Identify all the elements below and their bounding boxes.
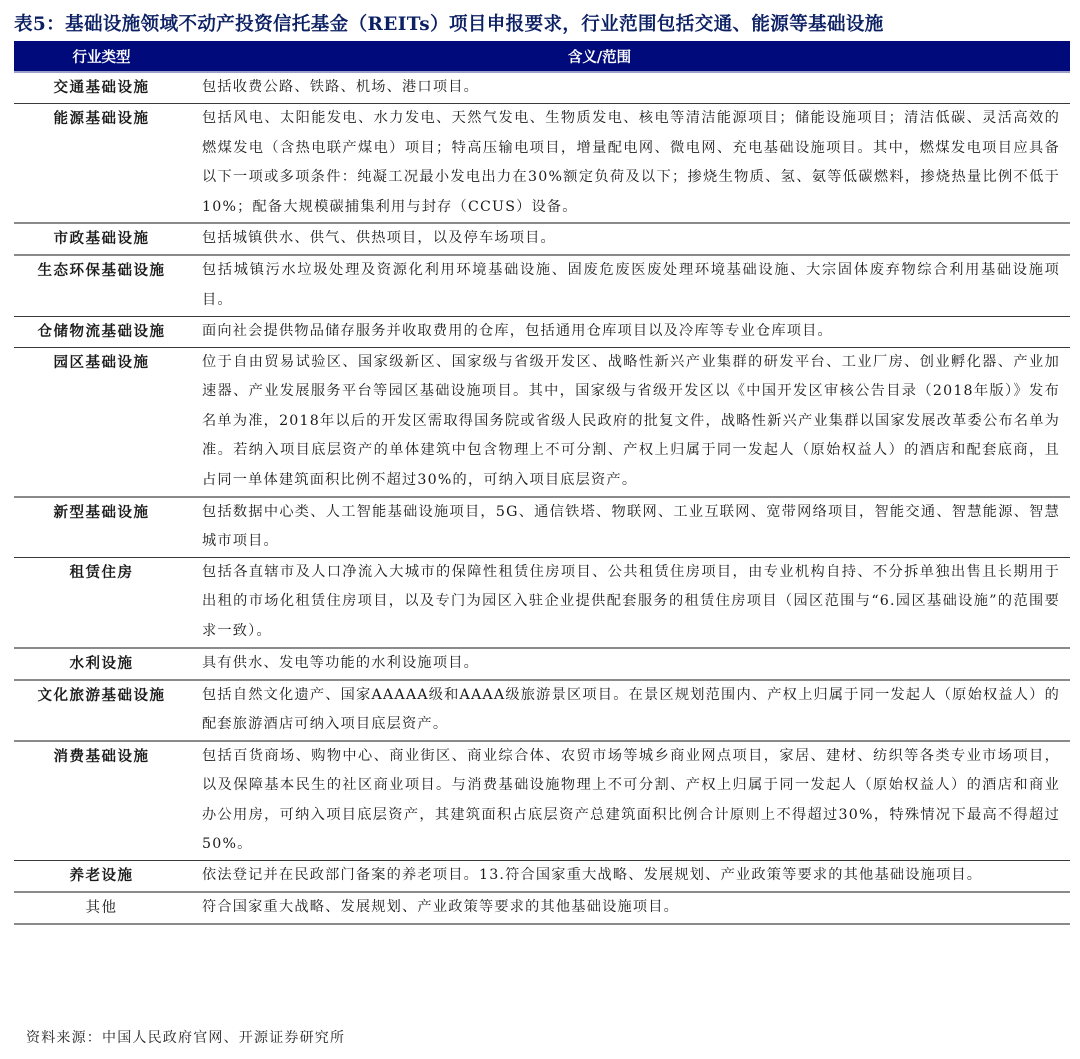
- table-row: [14, 224, 1070, 256]
- scope-cell: 包括城镇污水垃圾处理及资源化利用环境基础设施、固废危废医废处理环境基础设施、大宗固体废弃物综合利用基础设施项目。: [202, 262, 1060, 308]
- source-note: 资料来源：中国人民政府官网、开源证券研究所: [26, 1030, 346, 1046]
- table-row: [14, 649, 1070, 681]
- industry-type-cell: 能源基础设施: [53, 110, 150, 127]
- scope-cell: 面向社会提供物品储存服务并收取费用的仓库，包括通用仓库项目以及冷库等专业仓库项目。: [202, 322, 833, 339]
- industry-type-cell: 生态环保基础设施: [37, 262, 166, 280]
- industry-type-cell: 仓储物流基础设施: [37, 322, 166, 340]
- table-row: [14, 558, 1070, 649]
- industry-type-cell: 园区基础设施: [53, 353, 150, 371]
- table-row: [14, 104, 1070, 224]
- industry-type-cell: 文化旅游基础设施: [37, 686, 166, 704]
- scope-cell: 包括城镇供水、供气、供热项目，以及停车场项目。: [202, 230, 556, 247]
- scope-cell: 符合国家重大战略、发展规划、产业政策等要求的其他基础设施项目。: [202, 899, 680, 916]
- scope-cell: 包括自然文化遗产、国家AAAAA级和AAAA级旅游景区项目。在景区规划范围内、产权上归属于同一发起人（原始权益人）的配套旅游酒店可纳入项目底层资产。: [202, 686, 1060, 733]
- table-row: [14, 256, 1070, 316]
- scope-cell: 具有供水、发电等功能的水利设施项目。: [202, 654, 479, 671]
- header-scope: 含义/范围: [567, 48, 632, 66]
- industry-type-cell: 市政基础设施: [53, 230, 150, 248]
- industry-type-cell: 养老设施: [69, 867, 134, 885]
- industry-type-cell: 消费基础设施: [53, 747, 150, 765]
- table-header: [14, 41, 1070, 73]
- industry-type-cell: 新型基础设施: [53, 503, 150, 521]
- scope-cell: 包括风电、太阳能发电、水力发电、天然气发电、生物质发电、核电等清洁能源项目；储能设施项目；清洁低碳、灵活高效的燃煤发电（含热电联产煤电）项目；特高压输电项目，增量配电网、微电网、充电基础设施项目。其中，燃煤发电项目应具备以下一项或多项条件：纯凝工况最小发电出力在30%额定负荷及以下；掺烧生物质、氢、氨等低碳燃料，掺烧热量比例不低于10%；配备大规模碳捕集利用与封存（CCUS）设备。: [202, 110, 1060, 215]
- industry-type-cell: 租赁住房: [69, 563, 134, 581]
- industry-type-cell: 水利设施: [69, 654, 134, 672]
- table-row: [14, 681, 1070, 742]
- industry-type-cell: 其他: [85, 900, 118, 917]
- scope-cell: 依法登记并在民政部门备案的养老项目。13.符合国家重大战略、发展规划、产业政策等要求的其他基础设施项目。: [202, 867, 983, 884]
- scope-cell: 包括百货商场、购物中心、商业街区、商业综合体、农贸市场等城乡商业网点项目，家居、建材、纺织等各类专业市场项目，以及保障基本民生的社区商业项目。与消费基础设施物理上不可分割、产权上归属于同一发起人（原始权益人）的酒店和商业办公用房，可纳入项目底层资产，其建筑面积占底层资产总建筑面积比例合计原则上不得超过30%，特殊情况下最高不得超过50%。: [202, 747, 1060, 853]
- scope-cell: 位于自由贸易试验区、国家级新区、国家级与省级开发区、战略性新兴产业集群的研发平台、工业厂房、创业孵化器、产业加速器、产业发展服务平台等园区基础设施项目。其中，国家级与省级开发区以《中国开发区审核公告目录（2018年版）》发布名单为准，2018年以后的开发区需取得国务院或省级人民政府的批复文件，战略性新兴产业集群以国家发展改革委公布名单为准。若纳入项目底层资产的单体建筑中包含物理上不可分割、产权上归属于同一发起人（原始权益人）的酒店和配套底商，且占同一单体建筑面积比例不超过30%的，可纳入项目底层资产。: [202, 353, 1060, 488]
- reits-requirements-table: [14, 41, 1070, 925]
- table-title: 表5：基础设施领域不动产投资信托基金（REITs）项目申报要求，行业范围包括交通、能源等基础设施: [14, 14, 884, 35]
- table-row: [14, 317, 1070, 348]
- table-row: [14, 73, 1070, 104]
- header-industry-type: 行业类型: [72, 48, 131, 66]
- table-row: [14, 742, 1070, 861]
- scope-cell: 包括数据中心类、人工智能基础设施项目，5G、通信铁塔、物联网、工业互联网、宽带网络项目，智能交通、智慧能源、智慧城市项目。: [202, 503, 1060, 550]
- scope-cell: 包括收费公路、铁路、机场、港口项目。: [202, 79, 479, 95]
- industry-type-cell: 交通基础设施: [53, 79, 150, 96]
- table-row: [14, 348, 1070, 498]
- table-row: [14, 893, 1070, 925]
- table-row: [14, 498, 1070, 558]
- scope-cell: 包括各直辖市及人口净流入大城市的保障性租赁住房项目、公共租赁住房项目，由专业机构自持、不分拆单独出售且长期用于出租的市场化租赁住房项目，以及专门为园区入驻企业提供配套服务的租赁住房项目（园区范围与“6.园区基础设施”的范围要求一致）。: [202, 563, 1060, 639]
- table-row: [14, 861, 1070, 893]
